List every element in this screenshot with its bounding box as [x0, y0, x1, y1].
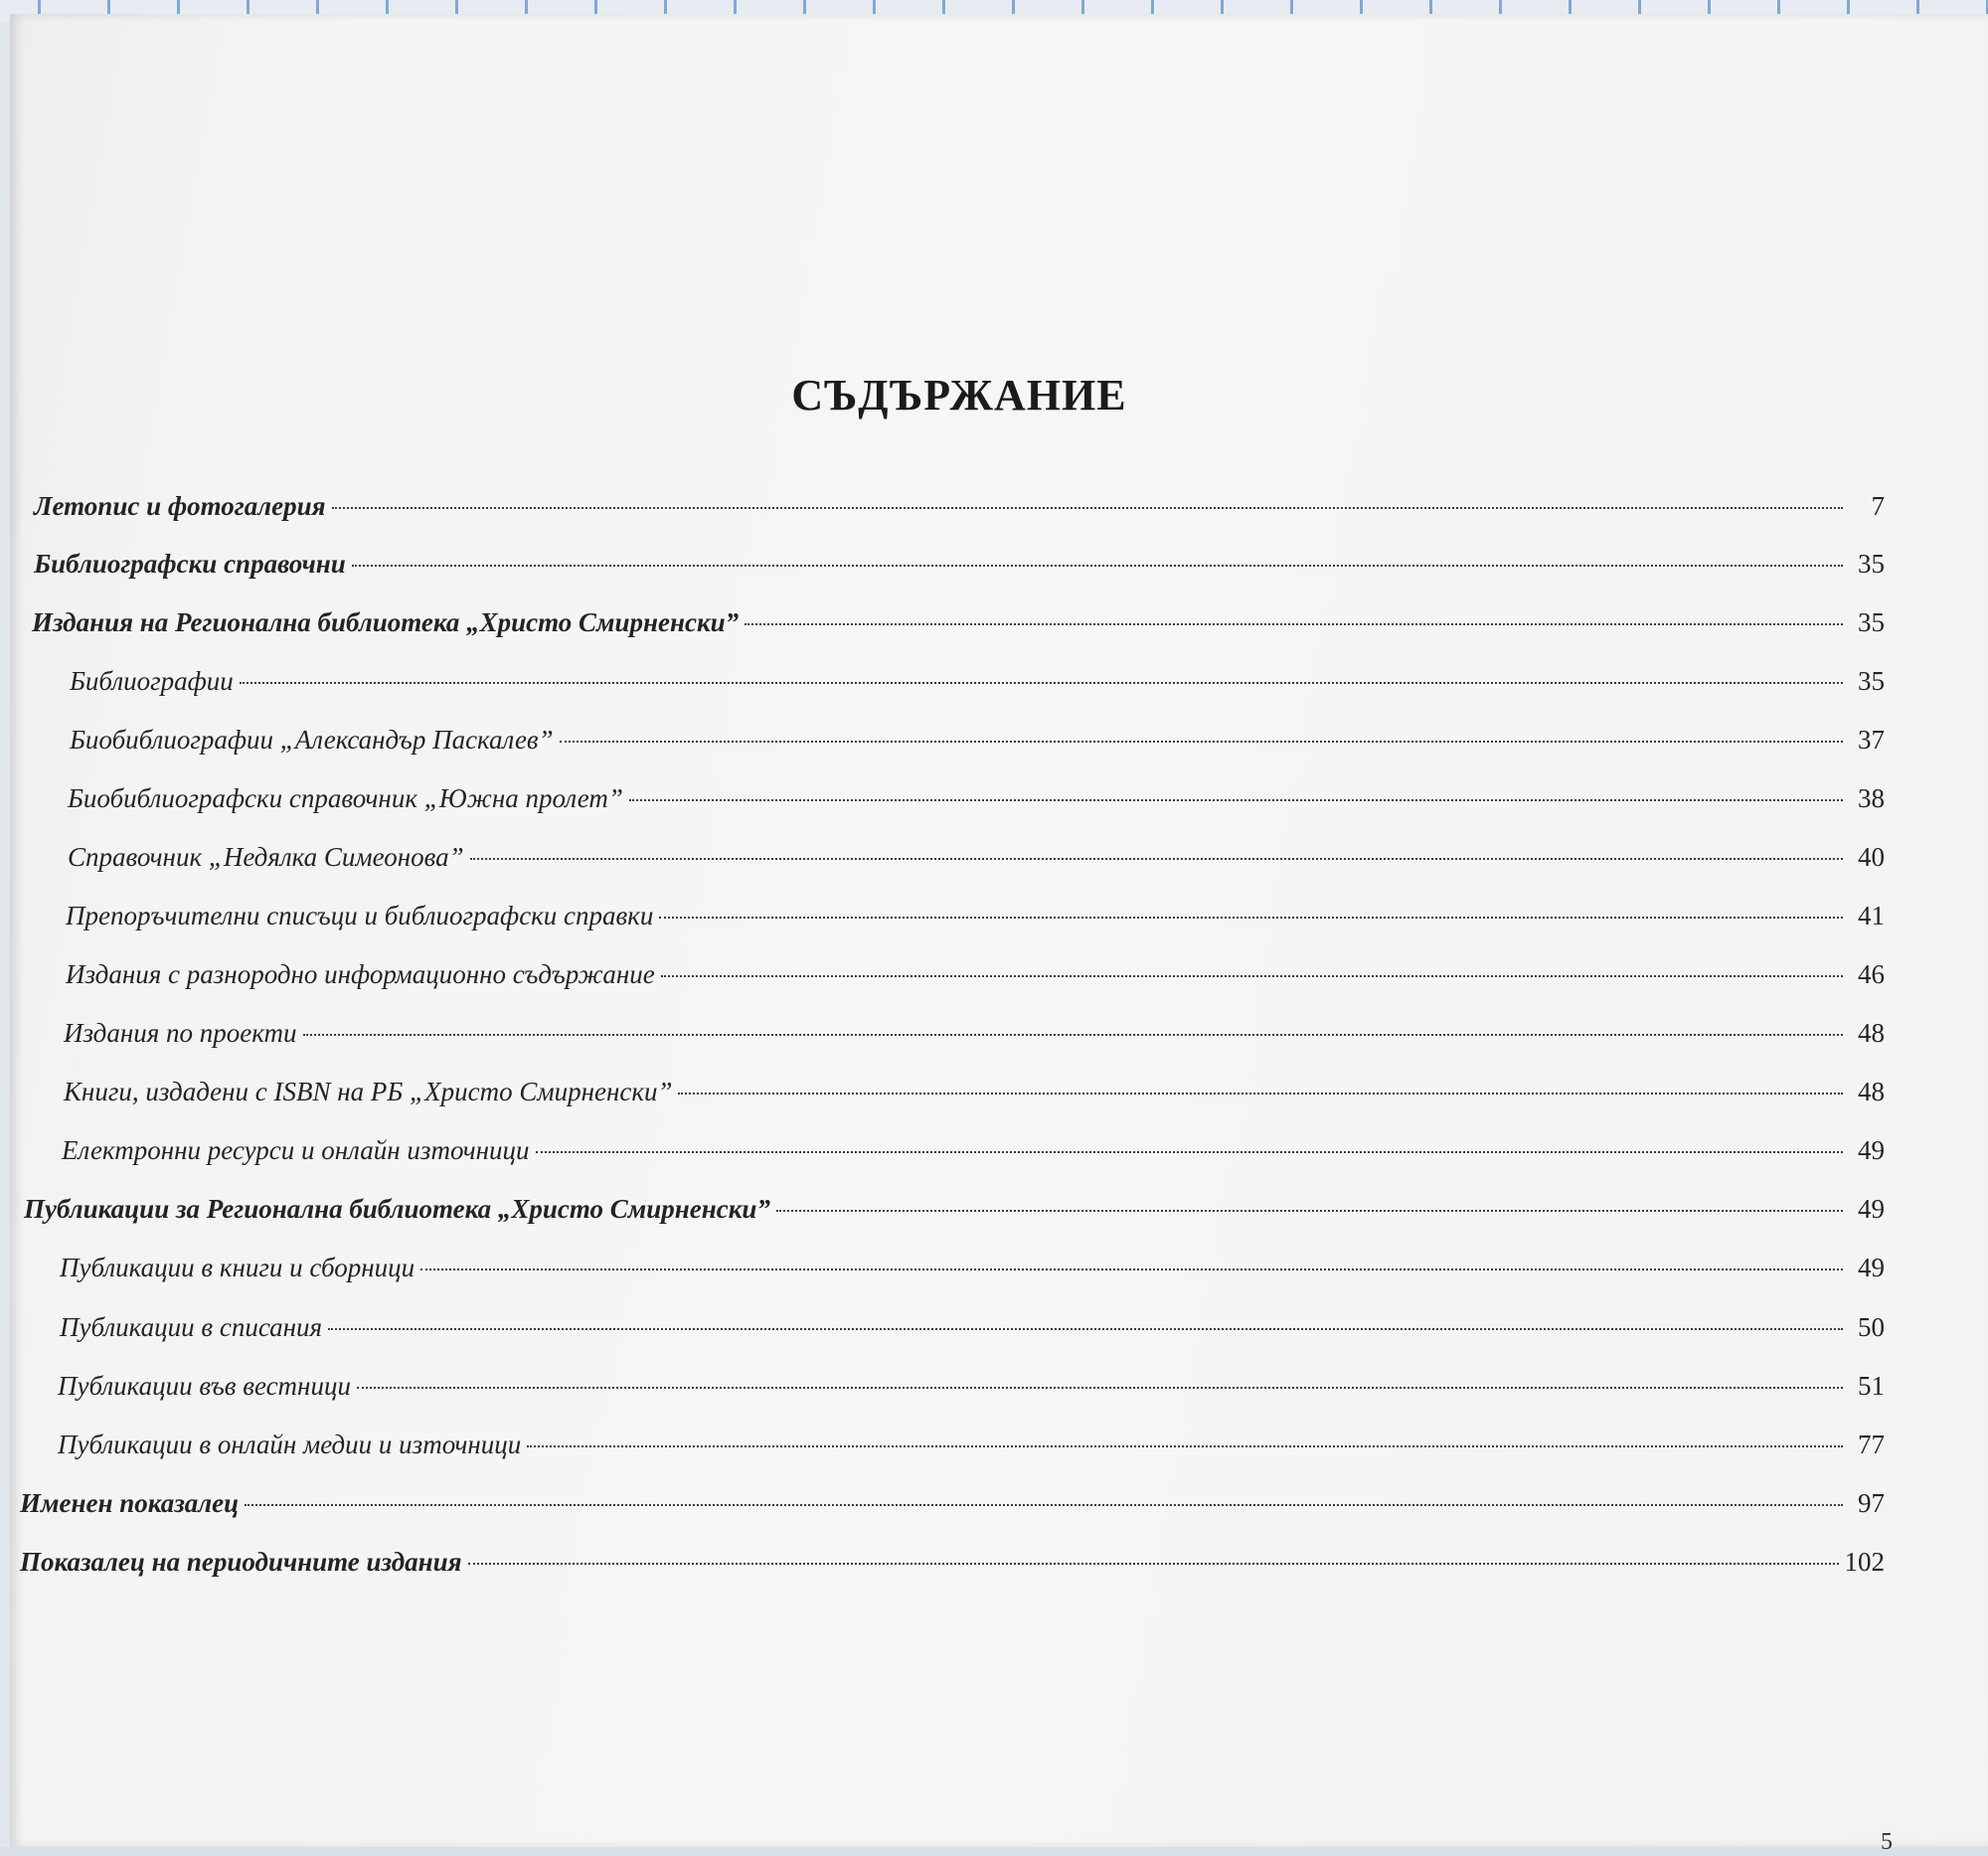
toc-entry[interactable] [58, 1371, 1885, 1415]
toc-entry-label: Издания на Регионална библиотека „Христо Смирненски” [32, 607, 740, 637]
dot-leader [245, 1504, 1843, 1506]
toc-entry-label: Биобиблиографии „Александър Паскалев” [70, 725, 554, 755]
toc-entry-label: Показалец на периодичните издания [20, 1547, 462, 1577]
toc-entry[interactable] [20, 1488, 1885, 1532]
page-title: СЪДЪРЖАНИЕ [791, 371, 1127, 420]
toc-entry[interactable] [68, 842, 1885, 886]
dot-leader [357, 1387, 1843, 1389]
toc-entry-page: 35 [1858, 549, 1885, 579]
toc-entry[interactable] [20, 1547, 1885, 1591]
toc-entry-page: 49 [1858, 1135, 1885, 1165]
toc-entry-page: 7 [1871, 491, 1885, 521]
toc-entry-page: 102 [1844, 1547, 1885, 1577]
toc-entry[interactable] [58, 1430, 1885, 1473]
dot-leader [560, 741, 1843, 743]
toc-entry-label: Книги, издадени с ISBN на РБ „Христо Смирненски” [64, 1077, 673, 1106]
toc-entry[interactable] [60, 1312, 1885, 1356]
toc-entry-page: 40 [1858, 842, 1885, 872]
toc-entry-label: Библиографии [70, 666, 234, 696]
toc-entry-page: 35 [1858, 607, 1885, 637]
toc-entry[interactable] [64, 1077, 1885, 1120]
dot-leader [745, 623, 1843, 625]
toc-entry-page: 77 [1858, 1430, 1885, 1459]
toc-entry-label: Издания по проекти [64, 1018, 297, 1048]
toc-entry-page: 51 [1858, 1371, 1885, 1401]
toc-entry-page: 48 [1858, 1077, 1885, 1106]
dot-leader [661, 975, 1843, 977]
page-number: 5 [1881, 1829, 1893, 1855]
toc-entry[interactable] [60, 1253, 1885, 1296]
toc-entry[interactable] [68, 783, 1885, 827]
toc-entry-page: 37 [1858, 725, 1885, 755]
dot-leader [776, 1210, 1843, 1212]
dot-leader [240, 682, 1843, 684]
dot-leader [420, 1268, 1843, 1270]
toc-entry-page: 97 [1858, 1488, 1885, 1518]
toc-entry-label: Публикации за Регионална библиотека „Христо Смирненски” [24, 1194, 770, 1224]
toc-entry[interactable] [66, 901, 1885, 944]
toc-entry-label: Биобиблиографски справочник „Южна пролет” [68, 783, 623, 813]
document-page [10, 14, 1988, 1855]
dot-leader [659, 917, 1843, 919]
dot-leader [328, 1328, 1843, 1330]
toc-entry-label: Именен показалец [20, 1488, 240, 1518]
toc-entry[interactable] [62, 1135, 1885, 1179]
toc-entry[interactable] [32, 607, 1885, 651]
toc-entry-page: 35 [1858, 666, 1885, 696]
toc-entry-label: Летопис и фотогалерия [34, 491, 326, 521]
toc-entry-label: Справочник „Недялка Симеонова” [68, 842, 464, 872]
dot-leader [303, 1034, 1843, 1036]
toc-entry-label: Препоръчителни списъци и библиографски справки [66, 901, 654, 930]
toc-entry-label: Електронни ресурси и онлайн източници [62, 1135, 530, 1165]
toc-entry-label: Публикации в онлайн медии и източници [58, 1430, 522, 1459]
toc-entry[interactable] [34, 549, 1885, 592]
toc-entry[interactable] [66, 959, 1885, 1003]
toc-entry-page: 48 [1858, 1018, 1885, 1048]
toc-entry-label: Публикации в списания [60, 1312, 323, 1342]
toc-entry-page: 50 [1858, 1312, 1885, 1342]
toc-entry-page: 41 [1858, 901, 1885, 930]
toc-entry-page: 49 [1858, 1253, 1885, 1282]
dot-leader [536, 1151, 1843, 1153]
toc-entry[interactable] [70, 666, 1885, 710]
toc-entry-label: Публикации в книги и сборници [60, 1253, 415, 1282]
dot-leader [470, 858, 1843, 860]
toc-entry[interactable] [24, 1194, 1885, 1238]
toc-entry-label: Библиографски справочни [34, 549, 346, 579]
dot-leader [352, 565, 1843, 567]
toc-entry-page: 38 [1858, 783, 1885, 813]
toc-entry-page: 46 [1858, 959, 1885, 989]
dot-leader [678, 1093, 1843, 1095]
toc-entry[interactable] [34, 491, 1885, 535]
toc-entry-label: Публикации във вестници [58, 1371, 351, 1401]
toc-entry-page: 49 [1858, 1194, 1885, 1224]
toc-entry-label: Издания с разнородно информационно съдържание [66, 959, 655, 989]
dot-leader [332, 507, 1843, 509]
toc-entry[interactable] [64, 1018, 1885, 1062]
toc-entry[interactable] [70, 725, 1885, 768]
dot-leader [468, 1563, 1839, 1565]
dot-leader [527, 1445, 1843, 1447]
dot-leader [629, 799, 1843, 801]
